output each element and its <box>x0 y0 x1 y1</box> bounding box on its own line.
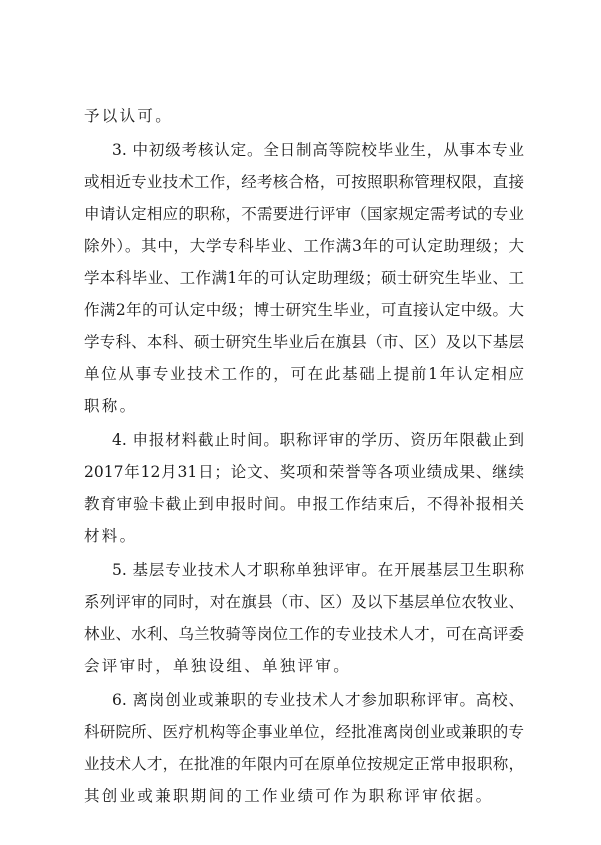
text-line: 业技术人才，在批准的年限内可在原单位按规定正常申报职称， <box>84 755 524 773</box>
text-line: 或相近专业技术工作，经考核合格，可按照职称管理权限，直接 <box>84 173 524 191</box>
text-line: 学本科毕业、工作满1年的可认定助理级；硕士研究生毕业、工 <box>84 269 524 287</box>
text-line: 予以认可。 <box>84 107 174 125</box>
text-line: 4. 申报材料截止时间。职称评审的学历、资历年限截止到 <box>112 431 524 449</box>
text-line: 材料。 <box>84 527 138 545</box>
text-line: 5. 基层专业技术人才职称单独评审。在开展基层卫生职称 <box>112 561 524 579</box>
text-line: 2017年12月31日；论文、奖项和荣誉等各项业绩成果、继续 <box>84 463 524 481</box>
text-line: 申请认定相应的职称，不需要进行评审（国家规定需考试的专业 <box>84 205 524 223</box>
text-line: 单位从事专业技术工作的，可在此基础上提前1年认定相应 <box>84 365 524 383</box>
text-line: 其创业或兼职期间的工作业绩可作为职称评审依据。 <box>84 787 494 805</box>
text-line: 林业、水利、乌兰牧骑等岗位工作的专业技术人才，可在高评委 <box>84 625 524 643</box>
text-line: 学专科、本科、硕士研究生毕业后在旗县（市、区）及以下基层 <box>84 333 524 351</box>
text-line: 除外）。其中，大学专科毕业、工作满3年的可认定助理级；大 <box>84 237 524 255</box>
text-line: 科研院所、医疗机构等企事业单位，经批准离岗创业或兼职的专 <box>84 723 524 741</box>
text-line: 教育审验卡截止到申报时间。申报工作结束后，不得补报相关 <box>84 495 524 513</box>
text-line: 3. 中初级考核认定。全日制高等院校毕业生，从事本专业 <box>112 141 524 159</box>
text-line: 系列评审的同时，对在旗县（市、区）及以下基层单位农牧业、 <box>84 593 524 611</box>
text-line: 会评审时，单独设组、单独评审。 <box>84 657 352 675</box>
text-line: 6. 离岗创业或兼职的专业技术人才参加职称评审。高校、 <box>112 691 524 709</box>
text-line: 职称。 <box>84 397 138 415</box>
text-line: 作满2年的可认定中级；博士研究生毕业，可直接认定中级。大 <box>84 301 524 319</box>
